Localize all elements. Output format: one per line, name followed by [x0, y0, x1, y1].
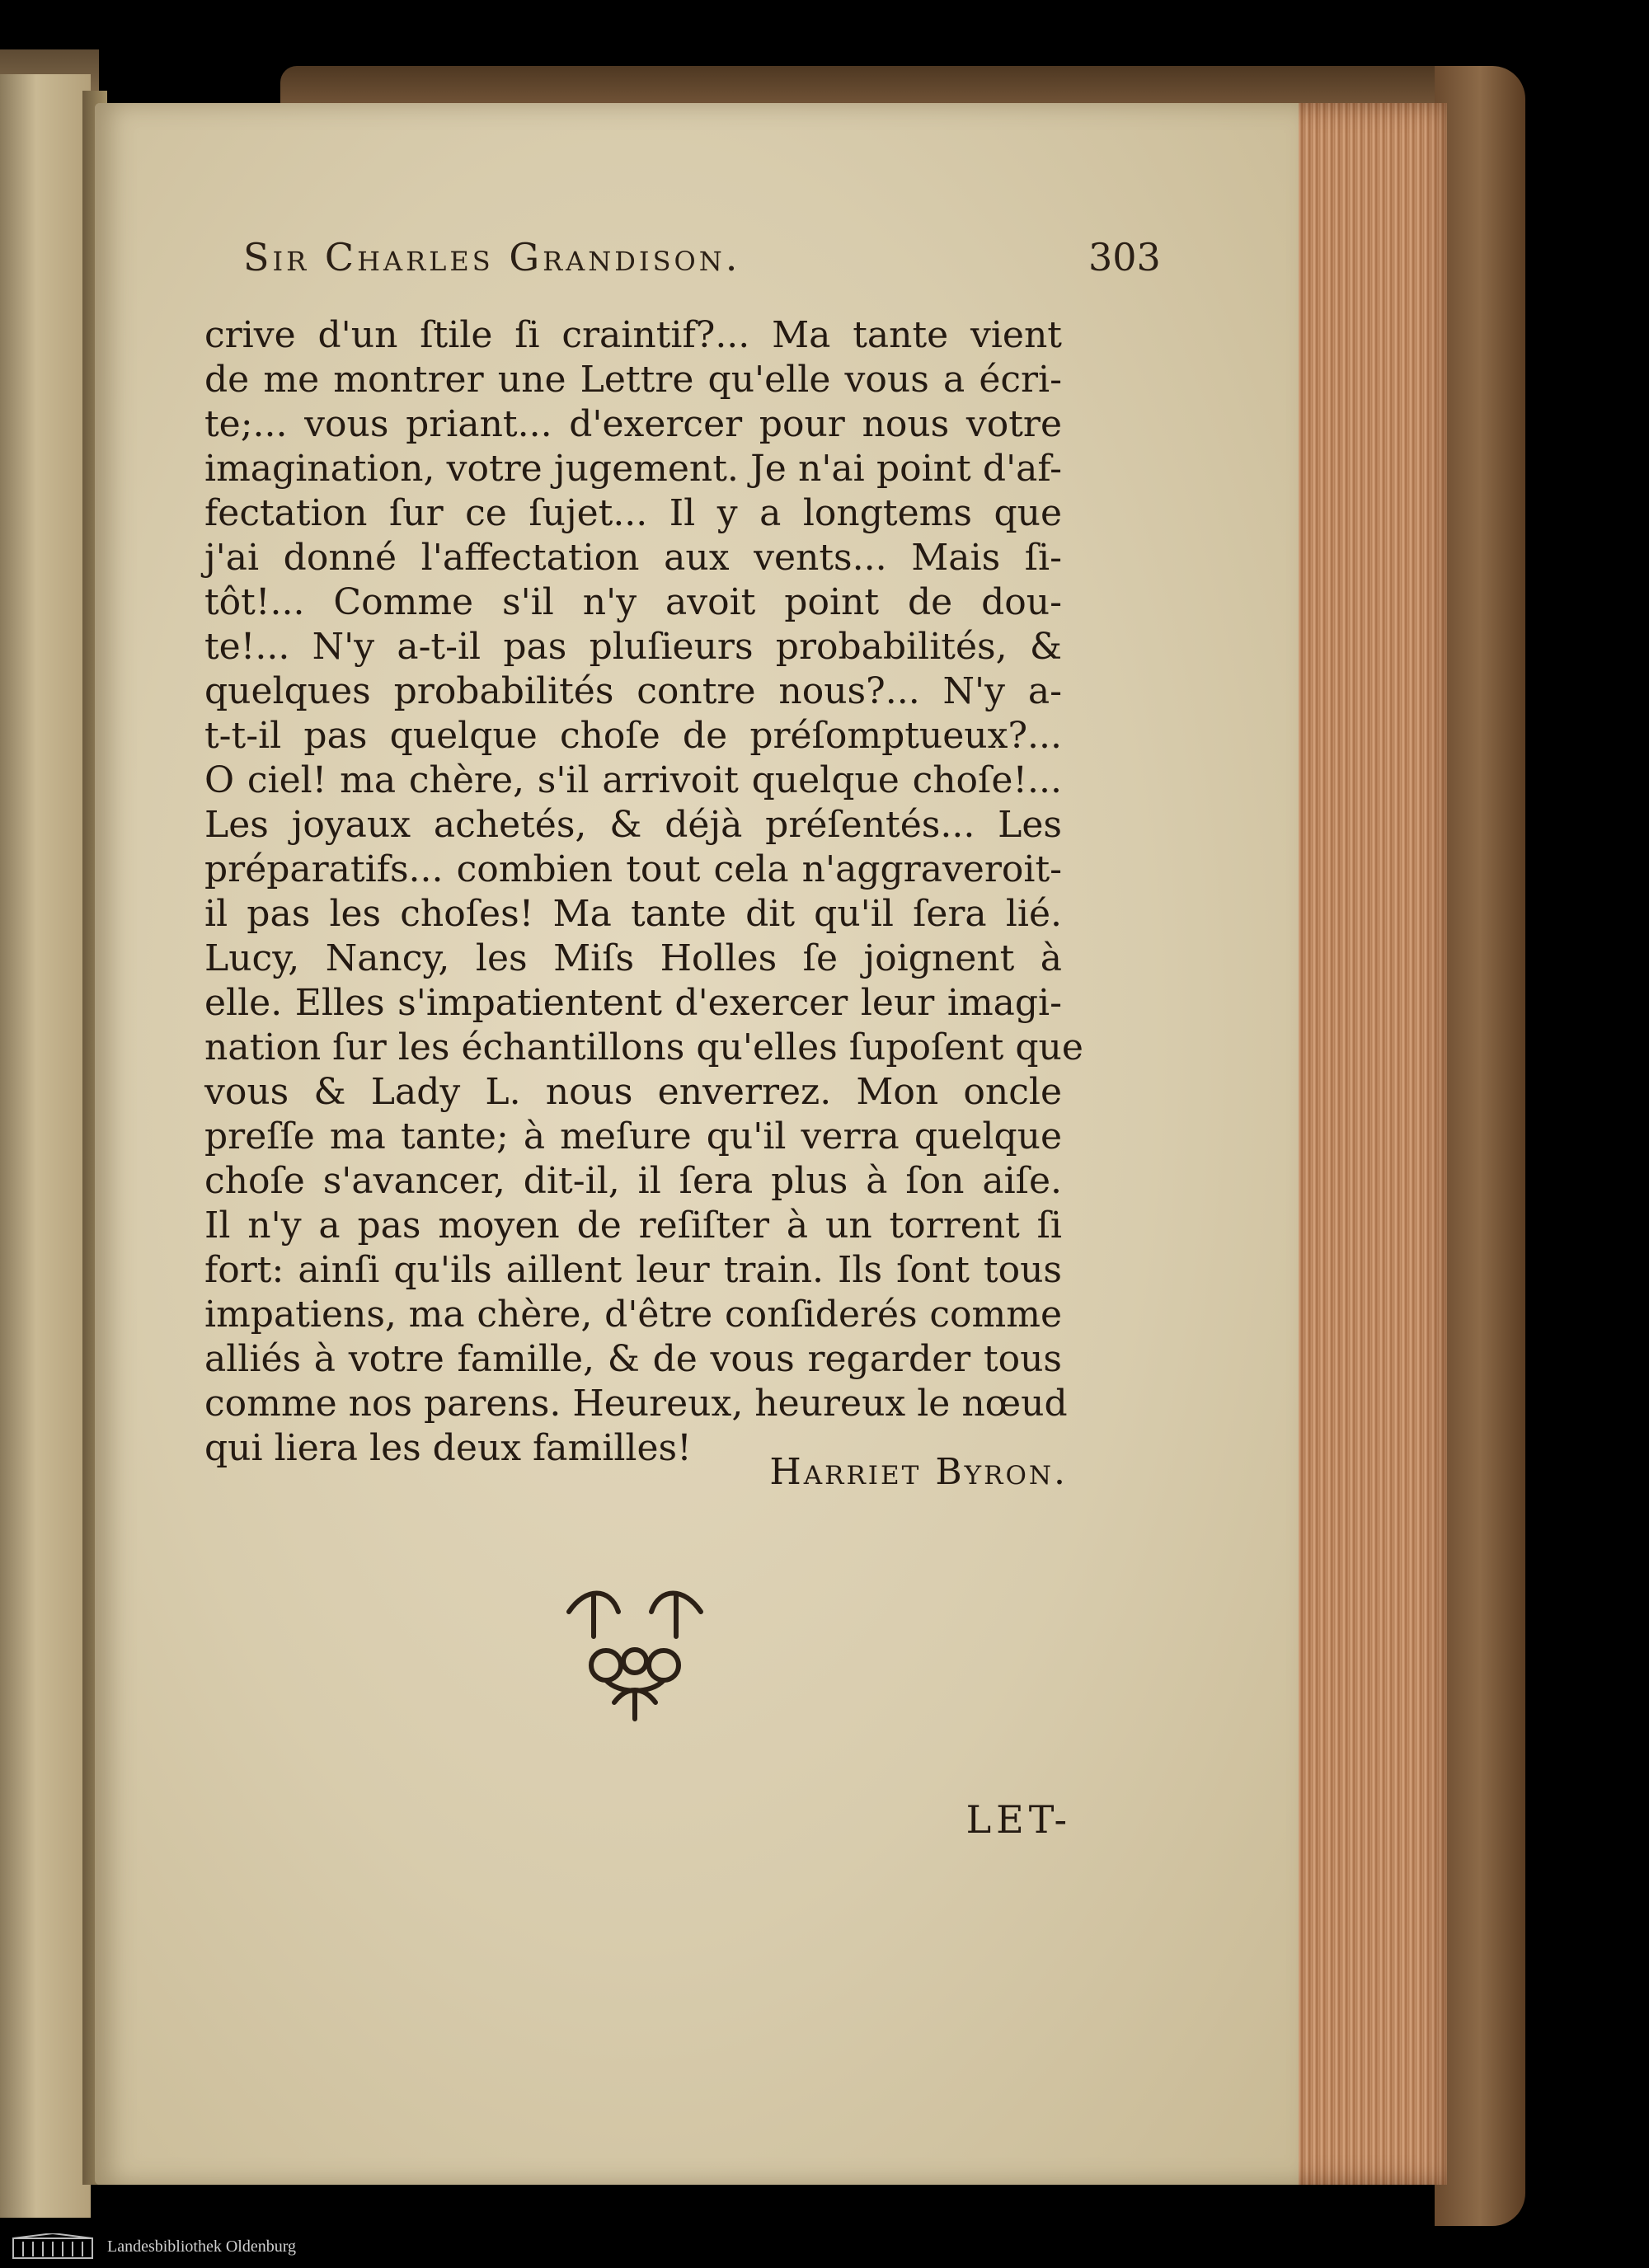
text-line: Les joyaux achetés, & déjà préſentés... Les: [204, 804, 1062, 846]
text-line: t-t-il pas quelque choſe de préſomptueux?...: [204, 715, 1062, 757]
text-line: alliés à votre famille, & de vous regarder tous: [204, 1338, 1062, 1380]
text-line: préparatifs... combien tout cela n'aggraveroit-: [204, 848, 1062, 890]
text-line: Lucy, Nancy, les Miſs Holles ſe joignent à: [204, 937, 1062, 979]
footer-bar: [0, 2226, 1649, 2268]
body-text: [204, 313, 1083, 1471]
catchword: LET-: [965, 1797, 1072, 1842]
running-head: Sir Charles Grandison.: [243, 235, 741, 279]
text-line: vous & Lady L. nous enverrez. Mon oncle: [204, 1071, 1062, 1113]
text-line: nation ſur les échantillons qu'elles ſupoſent que: [204, 1026, 1083, 1068]
text-line: impatiens, ma chère, d'être conſiderés comme: [204, 1294, 1062, 1336]
text-line: O ciel! ma chère, s'il arrivoit quelque choſe!...: [204, 759, 1062, 801]
text-line: il pas les choſes! Ma tante dit qu'il ſera lié.: [204, 893, 1062, 935]
text-line: de me montrer une Lettre qu'elle vous a écri-: [204, 359, 1062, 401]
text-line: fectation ſur ce ſujet... Il y a longtems que: [204, 492, 1062, 534]
left-page-edge: [0, 74, 91, 2218]
library-name: Landesbibliothek Oldenburg: [107, 2237, 297, 2256]
text-line: imagination, votre jugement. Je n'ai point d'af-: [204, 448, 1062, 490]
book-cover-edge: [1435, 66, 1525, 2226]
text-line: te;... vous priant... d'exercer pour nous votre: [204, 403, 1062, 445]
text-line: quelques probabilités contre nous?... N'y a-: [204, 670, 1062, 712]
text-line: choſe s'avancer, dit-il, il ſera plus à ſon aiſe.: [204, 1160, 1062, 1202]
text-line: preſſe ma tante; à meſure qu'il verra quelque: [204, 1115, 1062, 1157]
text-line: elle. Elles s'impatientent d'exercer leur imagi-: [204, 982, 1062, 1024]
page-block-edges: [1282, 103, 1447, 2185]
signature: Harriet Byron.: [769, 1451, 1068, 1493]
text-line: crive d'un ſtile ſi craintif?... Ma tante vient: [204, 314, 1062, 356]
text-line: tôt!... Comme s'il n'y avoit point de dou-: [204, 581, 1062, 623]
library-logo-icon: [12, 2233, 94, 2260]
printers-ornament-icon: [544, 1579, 726, 1727]
text-line: comme nos parens. Heureux, heureux le nœud: [204, 1383, 1068, 1425]
text-line: qui liera les deux familles!: [204, 1427, 692, 1469]
page-number: 303: [1088, 235, 1161, 279]
text-line: fort: ainſi qu'ils aillent leur train. Ils ſont tous: [204, 1249, 1062, 1291]
text-line: j'ai donné l'affectation aux vents... Mais ſi-: [204, 537, 1062, 579]
text-line: te!... N'y a-t-il pas pluſieurs probabilités, &: [204, 626, 1062, 668]
text-line: Il n'y a pas moyen de reſiſter à un torrent ſi: [204, 1204, 1062, 1247]
